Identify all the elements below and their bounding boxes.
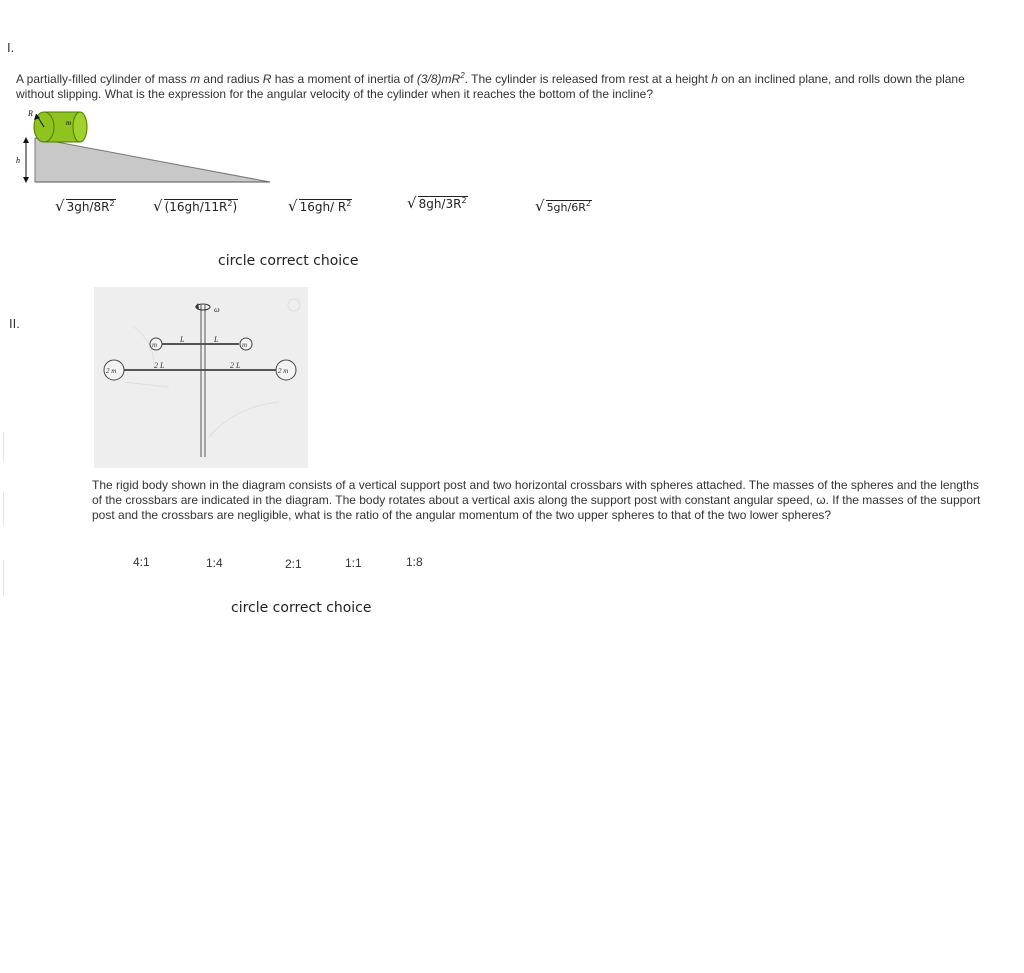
label-upper-mass-left: m (152, 341, 158, 349)
label-lower-mass-right: 2 m (278, 367, 289, 375)
q1-instruction: circle correct choice (218, 253, 359, 269)
question-1-text (16, 68, 1006, 102)
q2-choice-4[interactable]: 1:1 (345, 556, 362, 570)
q2-choice-3[interactable]: 2:1 (285, 557, 302, 571)
q1-var-m: m (190, 72, 201, 86)
incline-plane (35, 138, 270, 182)
q1-choice-2[interactable]: √ $(16gh/11R^2)$ (153, 197, 238, 215)
q1-choice-2-exp: 2 (227, 199, 233, 208)
label-upper-L-right: L (214, 335, 219, 344)
q1-var-h: h (711, 72, 718, 86)
question-1-number: I. (7, 40, 15, 55)
q1-choice-1-base: 3gh/8R (66, 200, 110, 214)
q1-choice-4-base: 8gh/3R (418, 197, 462, 211)
q1-choice-5[interactable]: √ $5gh/6R^2$ (535, 197, 591, 215)
label-R: R (28, 109, 33, 118)
q1-choice-3-exp: 2 (346, 199, 352, 208)
q1-text-c: has a moment of inertia of (271, 72, 417, 86)
q1-inertia-exp: 2 (460, 71, 465, 80)
q1-text-d: . The cylinder is released from rest at a height (464, 72, 712, 86)
margin-line (3, 560, 4, 596)
q1-choice-5-base: 5gh/6R (546, 201, 586, 214)
margin-line (3, 492, 4, 526)
incline-diagram (8, 104, 280, 188)
height-arrow-icon (23, 137, 29, 183)
q2-choice-1[interactable]: 4:1 (133, 555, 150, 569)
q1-choice-1-exp: 2 (109, 199, 115, 208)
q1-text-b: and radius (200, 72, 263, 86)
label-lower-mass-left: 2 m (106, 367, 117, 375)
label-upper-L-left: L (180, 335, 185, 344)
label-lower-2L-left: 2 L (154, 361, 165, 370)
q2-choice-5[interactable]: 1:8 (406, 555, 423, 569)
q1-choice-2-tail: ) (232, 200, 238, 214)
question-2-text: The rigid body shown in the diagram consists of a vertical support post and two horizontal crossbars with spheres attached. The masses of the spheres and the lengths of the crossbars are indicated in the diagram. The body rotates about a vertical axis along the support post with constant angular speed, ω. If the masses of the support post and the crossbars are negligible, what is the ratio of the angular momentum of the two upper spheres to that of the two lower spheres? (92, 478, 981, 522)
q2-instruction: circle correct choice (231, 600, 372, 616)
q1-choice-3[interactable]: √ 16gh/ $R^2$ (288, 197, 352, 215)
q1-choice-5-exp: 2 (585, 199, 591, 208)
q1-choice-2-base: (16gh/11R (164, 200, 228, 214)
label-h: h (16, 156, 20, 165)
question-2-number: II. (9, 316, 20, 331)
q2-choice-2[interactable]: 1:4 (206, 556, 223, 570)
q1-choice-1[interactable]: √ $3gh/8R^2$ (55, 197, 115, 215)
cylinder-icon (34, 112, 87, 142)
q1-choice-4-exp: 2 (461, 196, 467, 205)
q1-var-R: R (262, 72, 272, 86)
label-omega: ω (214, 305, 220, 314)
q1-inertia: (3/8)mR (416, 72, 461, 86)
q1-text-a: A partially-filled cylinder of mass (16, 72, 191, 86)
q1-choice-4[interactable]: √ $8gh/3R^2$ (407, 194, 467, 212)
margin-line (3, 432, 4, 462)
q1-text-e: on an inclined plane, and rolls down the plane without slipping. What is the expression for the angular velocity of the cylinder when it reaches the bottom of the incline? (16, 72, 965, 101)
rotating-body-diagram (94, 287, 308, 468)
label-m: m (66, 119, 72, 127)
label-upper-mass-right: m (242, 341, 248, 349)
q1-choice-3-base: 16gh/ R (299, 200, 347, 214)
label-lower-2L-right: 2 L (230, 361, 241, 370)
